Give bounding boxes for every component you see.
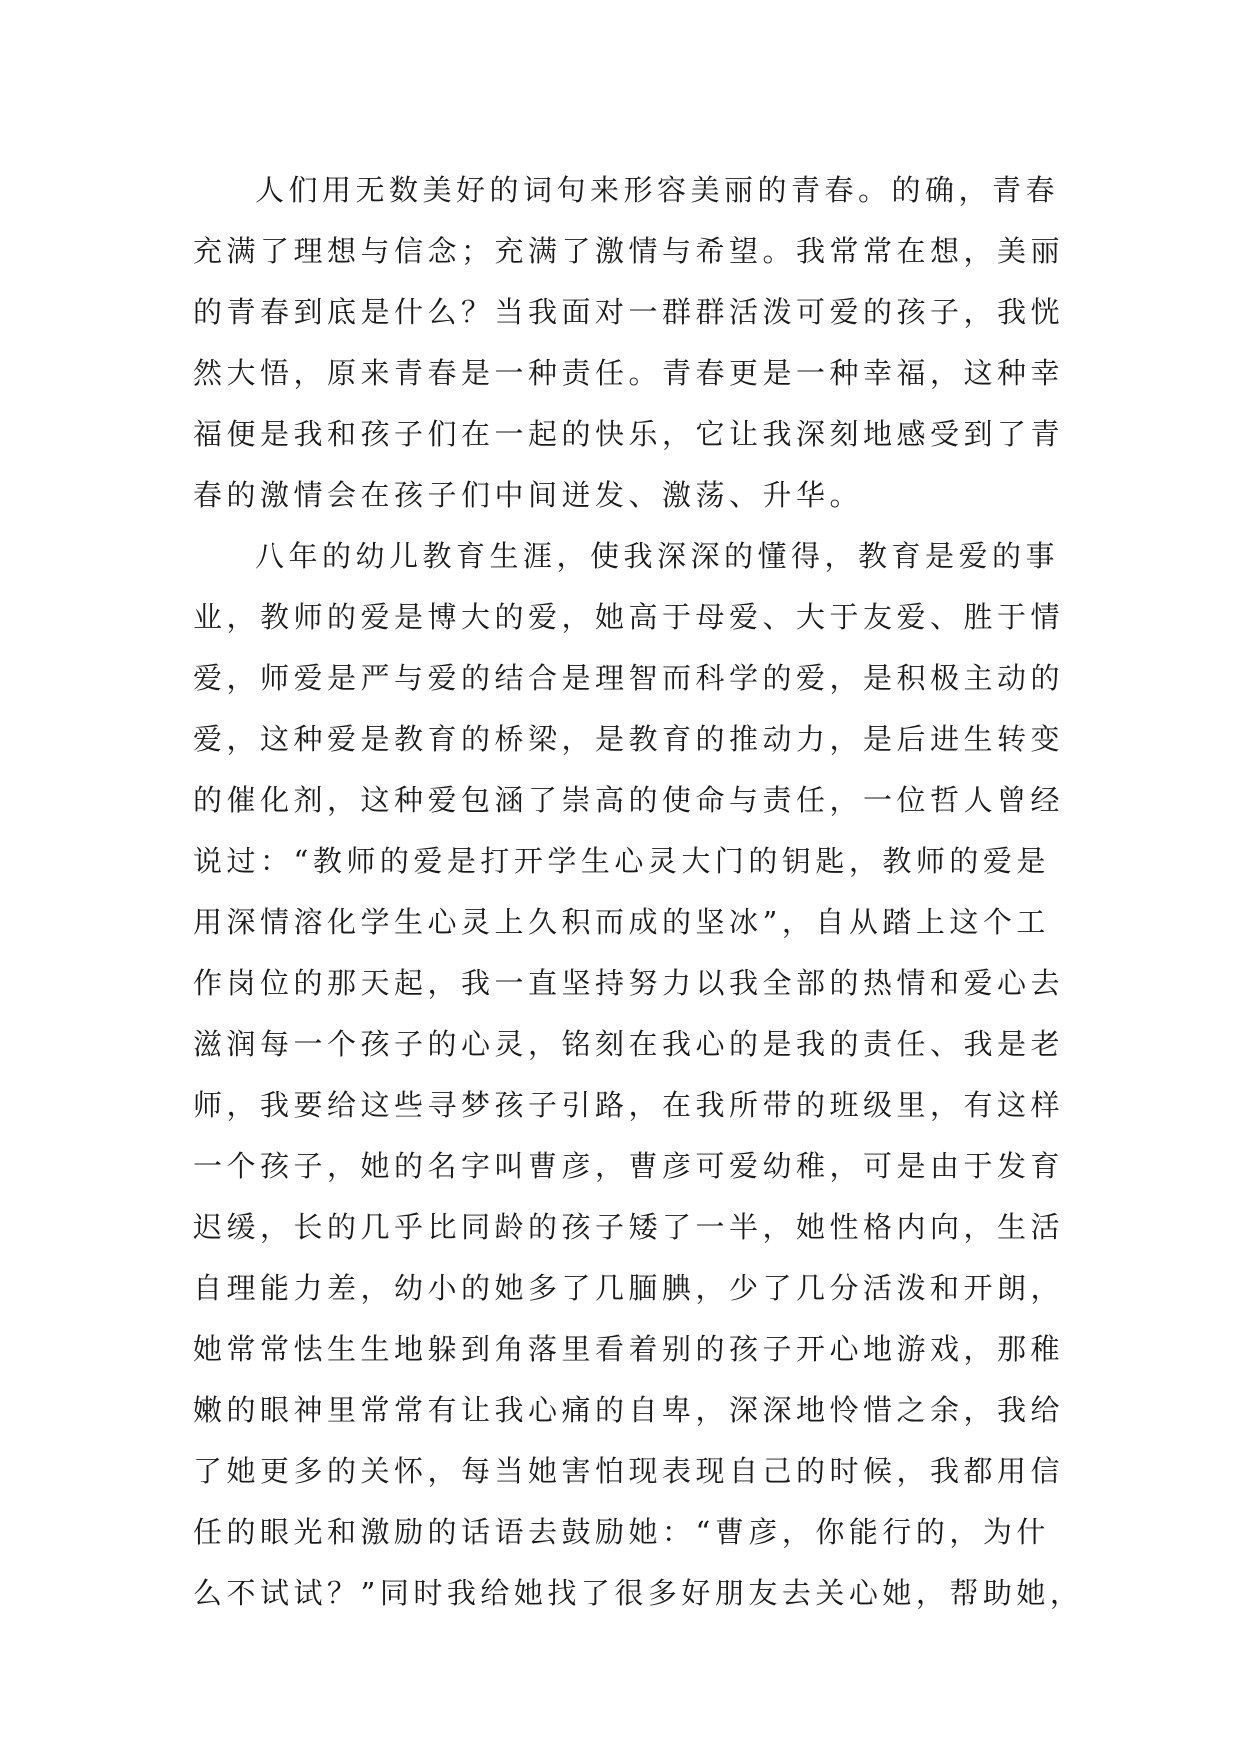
text-line: 的青春到底是什么？当我面对一群群活泼可爱的孩子，我恍 [193,295,1065,329]
text-line: 福便是我和孩子们在一起的快乐，它让我深刻地感受到了青 [193,417,1065,451]
text-line: 春的激情会在孩子们中间迸发、激荡、升华。 [193,478,864,512]
text-line: 人们用无数美好的词句来形容美丽的青春。的确，青春 [255,173,1060,207]
text-line: 的催化剂，这种爱包涵了崇高的使命与责任，一位哲人曾经 [193,783,1065,817]
text-line: 自理能力差，幼小的她多了几腼腆，少了几分活泼和开朗， [193,1271,1065,1305]
text-line: 师，我要给这些寻梦孩子引路，在我所带的班级里，有这样 [193,1088,1065,1122]
text-line: 八年的幼儿教育生涯，使我深深的懂得，教育是爱的事 [255,539,1060,573]
document-body [193,160,1084,1624]
text-line: 一个孩子，她的名字叫曹彦，曹彦可爱幼稚，可是由于发育 [193,1149,1065,1183]
text-line: 迟缓，长的几乎比同龄的孩子矮了一半，她性格内向，生活 [193,1210,1065,1244]
text-line: 任的眼光和激励的话语去鼓励她：“曹彦，你能行的，为什 [193,1515,1050,1549]
text-line: 业，教师的爱是博大的爱，她高于母爱、大于友爱、胜于情 [193,600,1065,634]
text-line: 说过：“教师的爱是打开学生心灵大门的钥匙，教师的爱是 [193,844,1050,878]
text-line: 她常常怯生生地躲到角落里看着别的孩子开心地游戏，那稚 [193,1332,1065,1366]
text-line: 了她更多的关怀，每当她害怕现表现自己的时候，我都用信 [193,1454,1065,1488]
text-line: 爱，师爱是严与爱的结合是理智而科学的爱，是积极主动的 [193,661,1065,695]
paragraph-1 [193,160,1065,526]
text-line: 用深情溶化学生心灵上久积而成的坚冰”，自从踏上这个工 [193,905,1050,939]
text-line: 爱，这种爱是教育的桥梁，是教育的推动力，是后进生转变 [193,722,1065,756]
text-line: 然大悟，原来青春是一种责任。青春更是一种幸福，这种幸 [193,356,1065,390]
paragraph-2 [193,526,1084,1624]
text-line: 作岗位的那天起，我一直坚持努力以我全部的热情和爱心去 [193,966,1065,1000]
text-line: 滋润每一个孩子的心灵，铭刻在我心的是我的责任、我是老 [193,1027,1065,1061]
text-line: 么不试试？”同时我给她找了很多好朋友去关心她，帮助她， [193,1576,1084,1610]
text-line: 嫩的眼神里常常有让我心痛的自卑，深深地怜惜之余，我给 [193,1393,1065,1427]
text-line: 充满了理想与信念；充满了激情与希望。我常常在想，美丽 [193,234,1065,268]
